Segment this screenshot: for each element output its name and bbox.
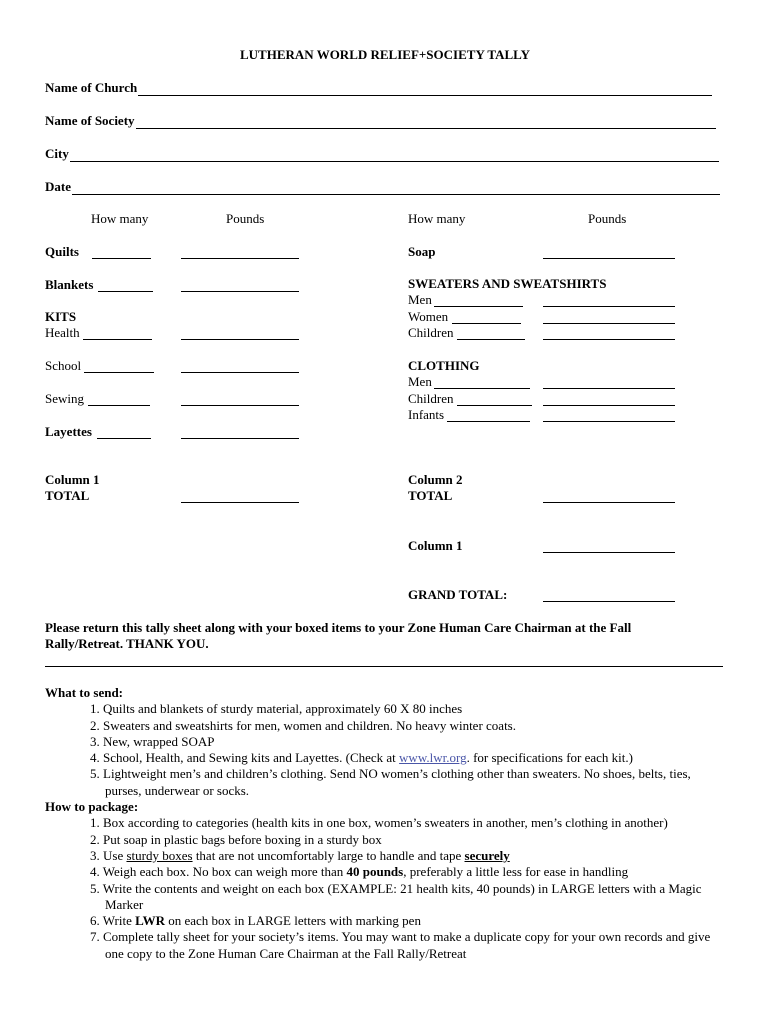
sweaters-women-pounds-line[interactable] [543,323,675,324]
church-field[interactable] [45,80,712,96]
how-to-package-heading: How to package: [45,799,139,815]
clothing-infants-label: Infants [408,407,445,422]
clothing-infants-pounds-line[interactable] [543,421,675,422]
return-note-line1: Please return this tally sheet along with your boxed items to your Zone Human Care Chairman at the Fall [45,620,632,635]
kits-heading: KITS [45,309,77,324]
grand-total-line[interactable] [543,601,675,602]
soap-label: Soap [408,244,436,259]
sewing-pounds-line[interactable] [181,405,299,406]
lwr-link[interactable]: www.lwr.org [399,750,467,766]
list-item: 1. Quilts and blankets of sturdy material, approximately 60 X 80 inches [90,701,463,717]
quilts-count-line[interactable] [92,258,151,259]
church-label: Name of Church [45,80,138,95]
list-item: 3. Use sturdy boxes that are not uncomfortably large to handle and tape securely [90,847,510,863]
list-item: 2. Sweaters and sweatshirts for men, women and children. No heavy winter coats. [90,717,516,733]
clothing-men-pounds-line[interactable] [543,388,675,389]
health-label: Health [45,325,80,340]
date-line[interactable] [72,182,720,195]
column2-total-label-line2: TOTAL [408,488,453,503]
sweaters-men-pounds-line[interactable] [543,306,675,307]
quilts-label: Quilts [45,244,79,259]
society-label: Name of Society [45,113,135,128]
sewing-label: Sewing [45,391,84,406]
blankets-label: Blankets [45,277,94,292]
clothing-children-count-line[interactable] [457,405,532,406]
sweaters-men-count-line[interactable] [434,306,523,307]
sweaters-children-pounds-line[interactable] [543,339,675,340]
layettes-count-line[interactable] [97,438,151,439]
pounds-header-2: Pounds [588,211,627,226]
sweaters-children-count-line[interactable] [457,339,525,340]
city-field[interactable] [45,146,719,162]
city-label: City [45,146,69,161]
layettes-label: Layettes [45,424,92,439]
quilts-pounds-line[interactable] [181,258,299,259]
page-title: LUTHERAN WORLD RELIEF+SOCIETY TALLY [240,47,530,62]
sweaters-children-label: Children [408,325,454,340]
sweaters-women-label: Women [408,309,449,324]
instructions [45,685,725,962]
how-many-header-2: How many [408,211,466,226]
column2-total-line[interactable] [543,502,675,503]
society-line[interactable] [136,116,716,129]
list-item: 1. Box according to categories (health kits in one box, women’s sweaters in another, men’s clothing in another) [90,815,668,831]
sweaters-women-count-line[interactable] [452,323,521,324]
column1-total-label-line2: TOTAL [45,488,90,503]
return-note-line2: Rally/Retreat. THANK YOU. [45,636,209,651]
column1-carry-label: Column 1 [408,538,463,553]
society-field[interactable] [45,113,716,129]
what-to-send-heading: What to send: [45,685,124,700]
list-item: 6. Write LWR on each box in LARGE letters with marking pen [90,913,421,929]
blankets-pounds-line[interactable] [181,291,299,292]
column2-total-label-line1: Column 2 [408,472,463,487]
list-item: 2. Put soap in plastic bags before boxing in a sturdy box [90,831,382,847]
sewing-count-line[interactable] [88,405,150,406]
sweaters-heading: SWEATERS AND SWEATSHIRTS [408,276,607,291]
divider [45,666,723,667]
school-pounds-line[interactable] [181,372,299,373]
clothing-men-count-line[interactable] [434,388,530,389]
list-item: 7. Complete tally sheet for your society’s items. You may want to make a duplicate copy for your own records and give one copy to the Zone Human Care Chairman at the Fall Rally/Retreat [90,929,711,961]
church-line[interactable] [138,83,712,96]
list-item: 5. Lightweight men’s and children’s clothing. Send NO women’s clothing other than sweaters. No shoes, belts, ties, purses, underwear or socks. [90,766,691,798]
column1-carry-line[interactable] [543,552,675,553]
list-item: 5. Write the contents and weight on each box (EXAMPLE: 21 health kits, 40 pounds) in LARGE letters with a Magic Marker [90,880,702,912]
sweaters-men-label: Men [408,292,432,307]
list-item: 4. School, Health, and Sewing kits and Layettes. (Check at www.lwr.org. for specifications for each kit.) [90,750,633,766]
pounds-header-1: Pounds [226,211,265,226]
clothing-heading: CLOTHING [408,358,480,373]
health-pounds-line[interactable] [181,339,299,340]
layettes-pounds-line[interactable] [181,438,299,439]
city-line[interactable] [70,149,719,162]
blankets-count-line[interactable] [98,291,153,292]
date-field[interactable] [45,179,720,195]
column1-total-line[interactable] [181,502,299,503]
school-label: School [45,358,82,373]
list-item: 3. New, wrapped SOAP [90,733,215,749]
date-label: Date [45,179,71,194]
list-item: 4. Weigh each box. No box can weigh more than 40 pounds, preferably a little less for ease in handling [90,864,629,880]
health-count-line[interactable] [83,339,152,340]
clothing-children-label: Children [408,391,454,406]
how-many-header-1: How many [91,211,149,226]
clothing-infants-count-line[interactable] [447,421,530,422]
school-count-line[interactable] [84,372,154,373]
clothing-children-pounds-line[interactable] [543,405,675,406]
clothing-men-label: Men [408,374,432,389]
grand-total-label: GRAND TOTAL: [408,587,508,602]
column1-total-label-line1: Column 1 [45,472,100,487]
soap-pounds-line[interactable] [543,258,675,259]
